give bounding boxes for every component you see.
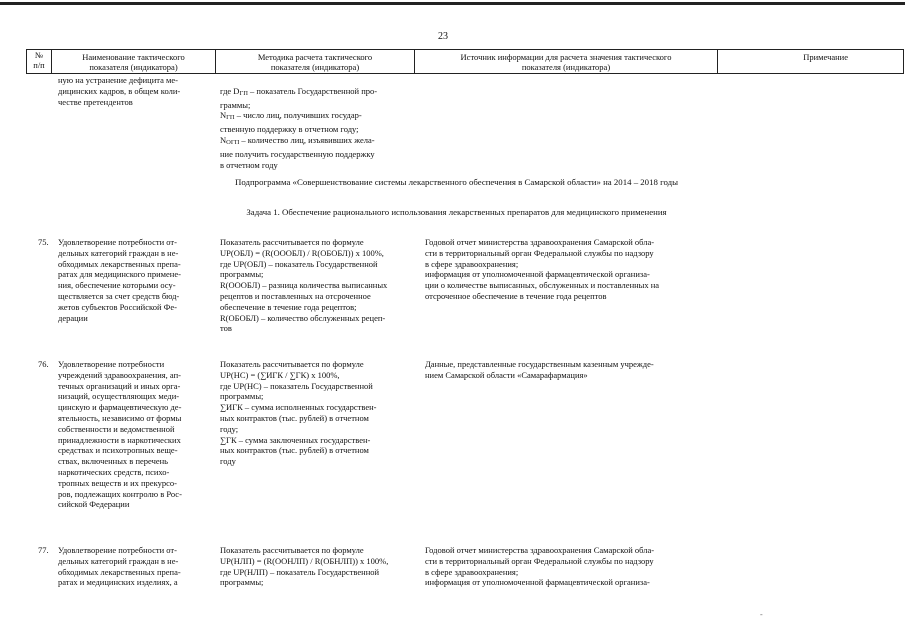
- row-77-num: 77.: [38, 545, 49, 555]
- task-title: Задача 1. Обеспечение рационального использования лекарственных препаратов для медицинского применения: [246, 207, 667, 217]
- row-77-source: Годовой отчет министерства здравоохранения Самарской обла- сти в территориальный орган Федеральной службы по надзору в сфере здравоохранения; информация от уполномоченной фармацевтической организа-: [425, 545, 655, 588]
- header-col-source: Источник информации для расчета значения тактического показателя (индикатора): [414, 49, 718, 74]
- row-75-name: Удовлетворение потребности от- дельных категорий граждан в не- обходимых лекарственных препа- ратах для медицинского примене- ния, обеспечение которыми осу- ществляется за счет средств бюд- жетов субъектов Российской Фе- дерации: [58, 237, 181, 323]
- row-76-name: Удовлетворение потребности учреждений здравоохранения, ап- течных организаций и иных орга- низаций, осуществляющих меди- цинскую и фармацевтическую де- ятельность, независимо от формы собственности и ведомственной принадлежности в наркотических средствах и психотропных веще- ствах, включенных в перечень наркотических средств, психо- тропных веществ и их прекурсо- ров, подлежащих контролю в Рос- сийской Федерации: [58, 359, 182, 510]
- row-75-method: Показатель рассчитывается по формуле UP(ОБЛ) = (R(ОООБЛ) / R(ОБОБЛ)) x 100%, где UP(ОБЛ) – показатель Государственной программы; R(ОООБЛ) – разница количества выписанных рецептов и поставленных на отсроченное обеспечение в течение года рецептов; R(ОБОБЛ) – количество обслуженных рецеп- тов: [220, 237, 388, 334]
- cont-row-name: ную на устранение дефицита ме- дицинских кадров, в общем коли- честве претендентов: [58, 75, 181, 107]
- header-col-num: № п/п: [26, 49, 52, 74]
- row-77-method: Показатель рассчитывается по формуле UP(НЛП) = (R(ООНЛП) / R(ОБНЛП)) x 100%, где UP(НЛП) – показатель Государственной программы;: [220, 545, 389, 588]
- page-number: 23: [438, 31, 448, 42]
- cont-row-method: где DГП – показатель Государственной про- граммы; NГП – число лиц, получивших государ- ственную поддержку в отчетном году; NОГП – количество лиц, изъявивших жела- ние получить государственную поддержку в отчетном году: [220, 85, 378, 170]
- row-76-source: Данные, представленные государственным казенным учрежде- нием Самарской области «Самарафармация»: [425, 359, 654, 380]
- subprogram-title: Подпрограмма «Совершенствование системы лекарственного обеспечения в Самарской области» на 2014 – 2018 годы: [234, 177, 679, 187]
- row-75-num: 75.: [38, 237, 49, 247]
- top-border-line: [0, 2, 905, 5]
- header-col-name: Наименование тактического показателя (индикатора): [51, 49, 216, 74]
- row-75-source: Годовой отчет министерства здравоохранения Самарской обла- сти в территориальный орган Федеральной службы по надзору в сфере здравоохранения; информация от уполномоченной фармацевтической организа- ции о количестве выписанных, обслуженных и поставленных на отсроченное обеспечение в течение года рецептов: [425, 237, 660, 301]
- row-77-name: Удовлетворение потребности от- дельных категорий граждан в не- обходимых лекарственных препа- ратах и медицинских изделиях, а: [58, 545, 181, 588]
- row-76-num: 76.: [38, 359, 49, 369]
- header-col-method: Методика расчета тактического показателя (индикатора): [215, 49, 415, 74]
- corner-mark: -: [760, 610, 763, 619]
- header-col-note: Примечание: [717, 49, 904, 74]
- row-76-method: Показатель рассчитывается по формуле UP(НС) = (∑ИГК / ∑ГК) x 100%, где UP(НС) – показатель Государственной программы; ∑ИГК – сумма исполненных государствен- ных контрактов (тыс. рублей) в отчетном году; ∑ГК – сумма заключенных государствен- ных контрактов (тыс. рублей) в отчетном году: [220, 359, 377, 467]
